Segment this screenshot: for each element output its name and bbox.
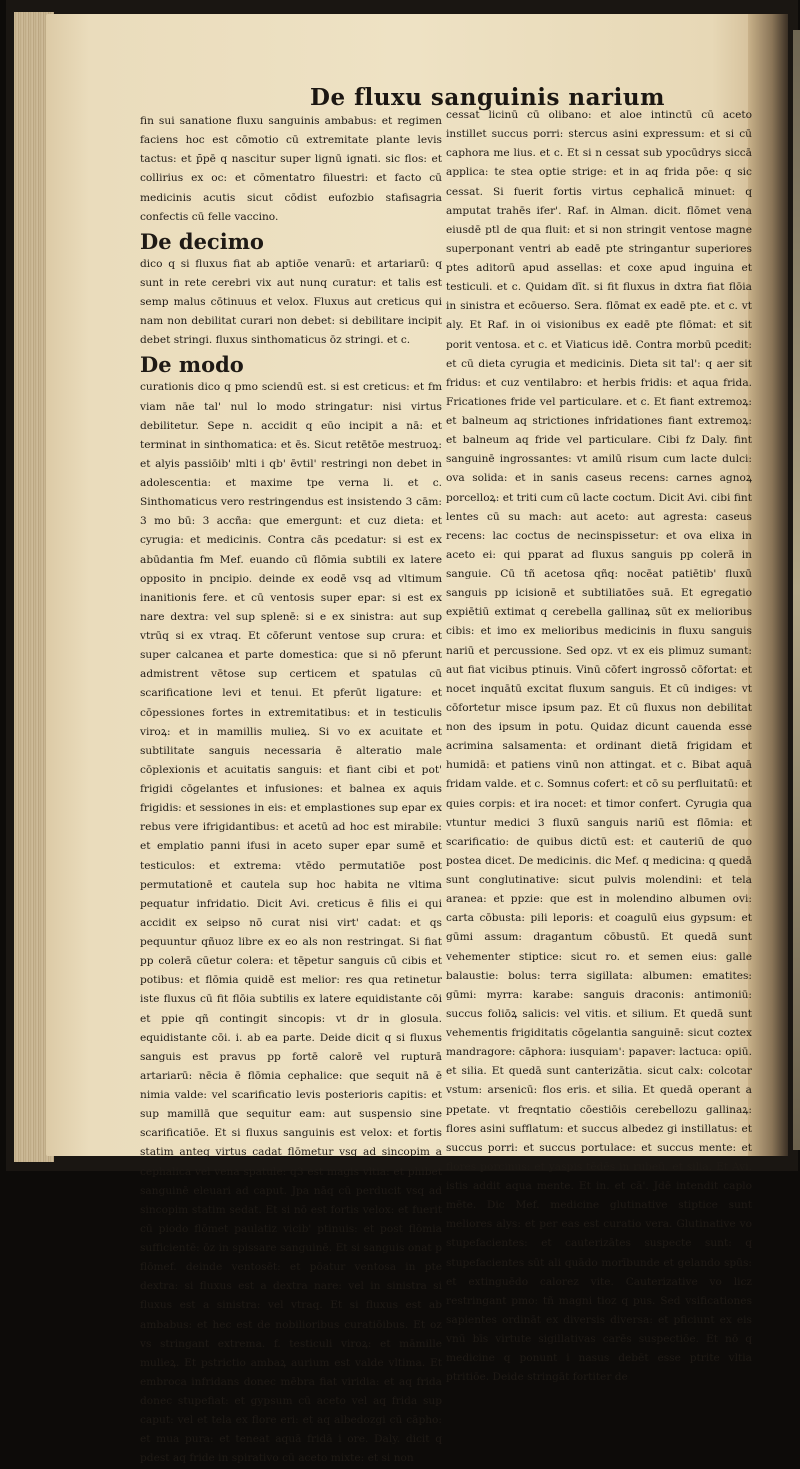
left-paragraph-1: fin sui sanatione fluxu sanguinis ambabus: et regimen faciens hoc est cōmotio cū extremitate plante levis tactus: et p̄pē q nascitur super lignū ignati. sic flos: et collirius ex oc: et cōmentatro filuestri: et facto cū medicinis acutis sicut cōdist eufozbio stafisagria confectis cū felle vaccino.	[140, 115, 442, 223]
left-paragraph-3: curationis dico q pmo sciendū est. si est creticus: et fm viam nāe tal' nul lo modo stringatur: nisi virtus debilitetur. Sepe n. accidit q eūo incipit a nā: et terminat in sinthomatica: et ēs. Sicut retētōe mestruoꝝ: et alyis passiōib' mlti i qb' ēvtil' restringi non debet in adolescentia: et maxime tpe verna li. et c. Sinthomaticus vero restringendus est insistendo 3 cām: 3 mo bū: 3 accña: que emergunt: et cuz dieta: et cyrugia: et medicinis. Contra cās pcedatur: si est ex abūdantia fm Mef. euando cū flōmia subtili ex latere opposito in pncipio. deinde ex eodē vsq ad vltimum inanitionis fere. et cū ventosis super epar: si est ex nare dextra: vel sup splenē: si e ex sinistra: aut sup vtrūq si ex vtraq. Et cōferunt ventose sup crura: et super calcanea et parte domestica: que si nō pferunt admistrent vētose sup certicem et spatulas cū scarificatione levi et tenui. Et pferūt ligature: et cōpessiones fortes in extremitatibus: et in testiculis viroꝝ: et in mamillis mulieꝝ. Si vo ex acuitate et subtilitate sanguis necessaria ē alteratio male cōplexionis et acuitatis sanguis: et fiant cibi et pot' frigidi cōgelantes et infusiones: et balnea ex aquis frigidis: et sessiones in eis: et emplastiones sup epar ex rebus vere ifrigidantibus: et acetū ad hoc est mirabile: et emplatio panni ifusi in aceto super epar sumē et testiculos: et extrema: vtēdo permutatiōe post permutationē et cautela sup hoc habita ne vltima pequatur infridatio. Dicit Avi. creticus ē filis ei qui accidit ex seipso nō curat nisi virt' cadat: et qs pequuntur qñuoz libre ex eo als non restringat. Si fiat pp colerā cūetur colera: et tēpetur sanguis cū cibis et potibus: et flōmia quidē est melior: res qua retinetur iste fluxus cū fit flōia subtilis ex latere equidistante cōi et ppie qñ contingit sincopis: vt dr in glosula. equidistante cōi. i. ab ea parte. Deide dicit q si fluxus sanguis est pravus pp fortē calorē vel rupturā artariarū: nēcia ē flōmia cephalice: que sequit nā ē nimia valde: vel scarificatio levis posterioris capitis: et sup mamillā que sequitur eam: aut suspensio sine scarificatiōe. Et si fluxus sanguinis est velox: et fortis statim anteq virtus cadat flōmetur vsq ad sincopim a cephalica vel vena spatule: q3 est magis vltia: et phibet sanguinē eleuari ad caput. Jpa nāq cū perducit vsq ad sincopim statim sedat. Et si nō est fortis velox: et fuerit cū piodo flōmet paulatiz vicib' ptinuis: et post flōmia sufficientē: ōz in spissare sanguinē. Et si sanguis onat p flōmef. deinde ventosēt: et pōatur ventosa in pte dextra: si fluxus est a dextra nare: vel in sinistra si fluxus est a sinistra: vel vtraq. Et si fluxus est ab ambabus: et hec est de nobilioribus curatiōibus. Et oz vs stringant extrema. f. testiculi viroꝝ: et māmille mulieꝝ. Et pstrictio ambaꝝ aurium est valde vltima. Et embroca infridans donec mēbra fiat viridia: et aq frida donec stupefiat: et gypsum cū aceto vel aq frida sup caput: vel et tela ex flore eri: et aq albedozgi cū cāpho: et mua pura: et teneat aquā fridā i ore. Daly. dicit q pdest aq fride in spirativo cū aceto mixte: et si non	[140, 381, 442, 1465]
left-column	[140, 112, 442, 1465]
facing-page-edge	[793, 30, 800, 1150]
book-gutter	[748, 14, 788, 1156]
right-paragraph-1: cessat licinū cū olibano: et aloe intinctū cū aceto instillet succus porri: stercus asini expressum: et si cū caphora me lius. et c. Et si n cessat sub ypocūdrys siccā applica: te stea optie strige: et in aq frida pōe: q sic cessat. Si fuerit fortis virtus cephalicā minuet: q amputat trahēs ifer'. Raf. in Alman. dicit. flōmet vena eiusdē ptl de qua fluit: et si non stringit ventose magne superponant ventri ab eadē pte stringantur superiores ptes aditorū apud assellas: et coxe apud inguina et testiculi. et c. Quidam dīt. si fit fluxus in dxtra fiat flōia in sinistra et ecōuerso. Sera. flōmat ex eadē pte. et c. vt aly. Et Raf. in oi visionibus ex eadē pte flōmat: et sit porit ventosa. et c. et Viaticus idē. Contra morbū pcedit: et cū dieta cyrugia et medicinis. Dieta sit tal': q aer sit fridus: et cuz ventilabro: et herbis fridis: et aqua frida. Fricationes fride vel particulare. et c. Et fiant extremoꝝ: et balneum aq strictiones infridationes fiant extremoꝝ: et balneum aq fride vel particulare. Cibi fz Daly. fint sanguinē ingrossantes: vt amilū risum cum lacte dulci: ova solida: et in sanis caseus recens: carnes agnoꝝ porcelloꝝ: et triti cum cū lacte coctum. Dicit Avi. cibi fint lentes cū su mach: aut aceto: aut agresta: caseus recens: lac coctus de necinspissetur: et ova elixa in aceto ei: qui pparat ad fluxus sanguis pp colerā in sanguie. Cū tñ acetosa qñq: nocēat patiētib' fluxū sanguis pp icisionē et subtiliatōes suā. Et egregatio expiētiū extimat q cerebella gallinaꝝ sūt ex melioribus cibis: et imo ex melioribus medicinis in fluxu sanguis nariū et percussione. Sed opz. vt ex eis plimuz sumant: aut fiat vicibus ptinuis. Vinū cōfert ingrossō cōfortat: et nocet inquātū excitat fluxum sanguis. Et cū indiges: vt cōfortetur misce ipsum paz. Et cū fluxus non debilitat non des ipsum in potu. Quidaz dicunt cauenda esse acrimina salsamenta: et ordinant dietā frigidam et humidā: et patiens vinū non attingat. et c. Bibat aquā fridam valde. et c. Somnus cofert: et cō su perfluitatū: et quies corpis: et ira nocet: et timor confert. Cyrugia qua vtuntur medici 3 fluxū sanguis nariū est flōmia: et scarificatio: de quibus dictū est: et cauteriū de quo postea dicet. De medicinis. dic Mef. q medicina: q quedā sunt conglutinative: sicut pulvis molendini: et tela aranea: et ppzie: que est in molendino albumen ovi: carta cōbusta: pili leporis: et coagulū eius gypsum: et gūmi assum: dragantum cōbustū. Et quedā sunt vehementer stiptice: sicut ro. et semen eius: galle balaustie: bolus: terra sigillata: albumen: ematites: gūmi: myrra: karabe: sanguis draconis: antimoniū: succus foliōꝝ salicis: vel vitis. et silium. Et quedā sunt vehementis frigiditatis cōgelantia sanguinē: sicut coztex mandragore: cāphora: iusquiam': papaver: lactuca: opiū. et silia. Et quedā sunt canterizātia. sicut calx: colcotar vstum: arsenicū: flos eris. et silia. Et quedā operant a ppetate. vt freqntatio cōestiōis cerebellozu gallinaꝝ: flores asini sufflatum: et succus albedez gi instillatus: et succus porri: et succus portulace: et succus mente: et flores porcinus: et yaspis tēdēs in rubeū. et silia. Et Avi. istis addit aqua mente. Et in. et cā'. Jdē intendit caplo mēte. Dic Mef. medicine glutinative stiptice sunt meliores alys: et per eas est curatio vera. Glutinative vo stupefacientes: et cauterizātes suspecte sunt: q stupefacientes sūt ali quādo morībunde et gelando spūs: et extinguēdo calorez vite. Cauterizative vo licz restringant pmo: tñ magni tioz q pus. Sed vsificationes sapientes ordināt ex diversis diversa: et pficiunt ex eis vnū bīs virtute sigillativas carēs suspectiōe. Et nō q medicine q ponunt i nasus debēt esse ptrite vltia ptritiōe. Deide stringāt fortiter de	[446, 109, 752, 1384]
left-paragraph-2: dico q si fluxus fiat ab aptiōe venarū: et artariarū: q sunt in rete cerebri vix aut nunq curatur: et talis est semp malus cōtinuus et velox. Fluxus aut creticus qui nam non debilitat curari non debet: si debilitare incipit debet stringi. fluxus sinthomaticus ōz stringi. et c.	[140, 257, 442, 347]
running-head: De fluxu sanguinis narium	[310, 84, 665, 111]
right-column	[446, 106, 752, 1384]
section-heading-de-modo: De modo	[140, 352, 244, 378]
section-heading-de-decimo: De decimo	[140, 228, 264, 254]
